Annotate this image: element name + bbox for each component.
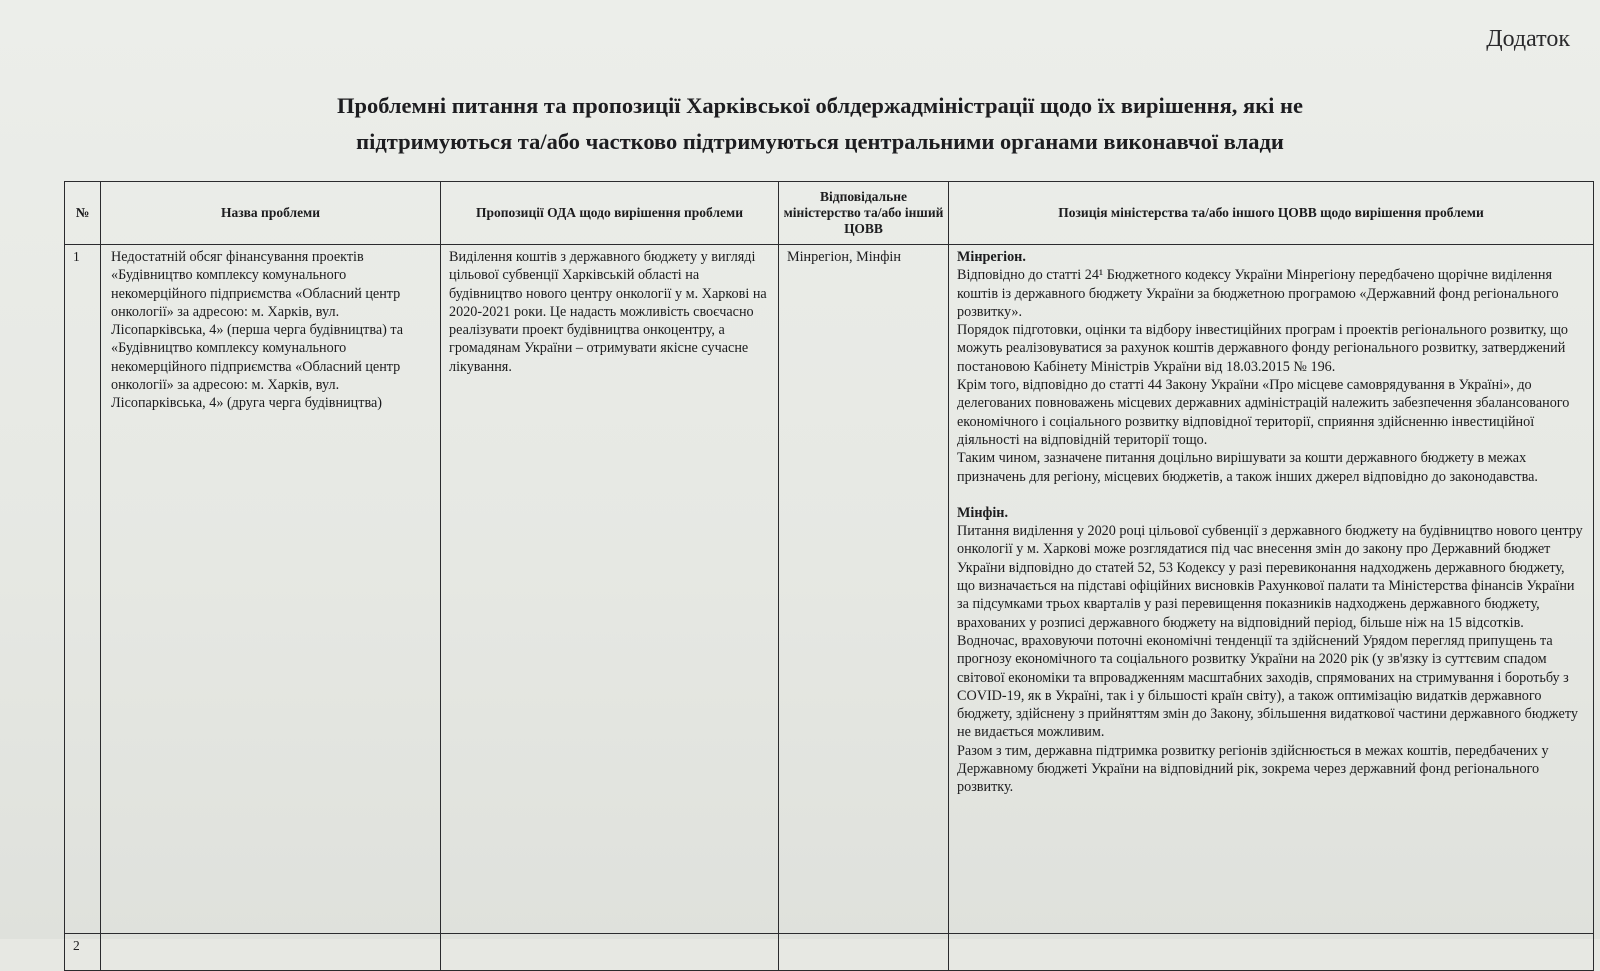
table-row — [65, 934, 1594, 971]
position-cell — [949, 245, 1594, 934]
minfin-paragraph-2: Водночас, враховуючи поточні економічні тенденції та здійснений Урядом перегляд припущень та прогнозу економічного та соціального розвитку України на 2020 рік (у зв'язку із суттєвим спадом світової економіки та впровадженням масштабних заходів, спрямованих на стримування і боротьбу з COVID-19, як в Україні, так і у більшості країн світу), а також оптимізацію видатків державного бюджету, здійснену з прийняттям змін до Закону, збільшення видаткової частини державного бюджету не видається можливим. — [957, 632, 1578, 741]
header-ministry-position: Позиція міністерства та/або іншого ЦОВВ щодо вирішення проблеми — [949, 182, 1594, 245]
minregion-paragraph-4: Таким чином, зазначене питання доцільно вирішувати за кошти державного бюджету в межах призначень для регіону, місцевих бюджетів, а також інших джерел відповідно до законодавства. — [957, 450, 1538, 485]
minfin-heading: Мінфін. — [957, 504, 1008, 521]
paragraph-gap — [957, 486, 1585, 504]
header-proposals: Пропозиції ОДА щодо вирішення проблеми — [441, 182, 779, 245]
minfin-paragraph-1: Питання виділення у 2020 році цільової субвенції з державного бюджету на будівництво нового центру онкології у м. Харкові може розглядатися під час внесення змін до закону про Державний бюджет України відповідно до статей 52, 53 Кодексу у разі перевиконання надходжень державного бюджету, що визначається на підставі офіційних висновків Рахункової палати та Міністерства фінансів України за підсумками трьох кварталів у разі перевищення показників надходжень державного бюджету, врахованих у розписі державного бюджету на відповідний період, більше ніж на 15 відсотків. — [957, 523, 1583, 631]
appendix-label: Додаток — [1486, 26, 1570, 52]
minregion-paragraph-1: Відповідно до статті 24¹ Бюджетного кодексу України Мінрегіону передбачено щорічне виділення коштів із державного бюджету України за бюджетною програмою «Державний фонд регіонального розвитку». — [957, 267, 1559, 320]
minregion-paragraph-2: Порядок підготовки, оцінки та відбору інвестиційних програм і проектів регіонального розвитку, що можуть реалізовуватися за рахунок коштів державного фонду регіонального розвитку, затверджений постановою Кабінету Міністрів України від 18.03.2015 № 196. — [957, 322, 1568, 375]
minfin-paragraph-3: Разом з тим, державна підтримка розвитку регіонів здійснюється в межах коштів, передбачених у Державному бюджеті України на відповідний рік, зокрема через державний фонд регіонального розвитку. — [957, 742, 1549, 796]
table-row — [65, 245, 1594, 934]
problem-name-cell — [101, 934, 441, 971]
position-cell — [949, 934, 1594, 971]
row-number: 2 — [65, 934, 101, 971]
header-responsible-ministry: Відповідальне міністерство та/або інший ЦОВВ — [779, 182, 949, 245]
proposal-cell: Виділення коштів з державного бюджету у вигляді цільової субвенції Харківській області на будівництво нового центру онкології у м. Харкові на 2020-2021 роки. Це надасть можливість своєчасно реалізувати проект будівництва онкоцентру, а громадянам України – отримувати якісне сучасне лікування. — [441, 245, 779, 934]
row-number: 1 — [65, 245, 101, 934]
problem-name-cell: Недостатній обсяг фінансування проектів «Будівництво комплексу комунального некомерційного підприємства «Обласний центр онкології» за адресою: м. Харків, вул. Лісопарківська, 4» (перша черга будівництва) та «Будівництво комплексу комунального некомерційного підприємства «Обласний центр онкології» за адресою: м. Харків, вул. Лісопарківська, 4» (друга черга будівництва) — [101, 245, 441, 934]
ministry-cell: Мінрегіон, Мінфін — [779, 245, 949, 934]
minregion-heading: Мінрегіон. — [957, 249, 1026, 265]
title-line-1: Проблемні питання та пропозиції Харківської облдержадміністрації щодо їх вирішення, які не — [336, 93, 1304, 118]
ministry-cell — [779, 934, 949, 971]
title-line-2: підтримуються та/або частково підтримуються центральними органами виконавчої влади — [356, 129, 1284, 154]
table-header-row — [65, 182, 1594, 245]
proposal-cell — [441, 934, 779, 971]
issues-table — [64, 181, 1594, 971]
minregion-paragraph-3: Крім того, відповідно до статті 44 Закону України «Про місцеве самоврядування в Україні», до делегованих повноважень місцевих державних адміністрацій належить забезпечення збалансованого економічного і соціального розвитку відповідної території, сприяння здійсненню інвестиційної діяльності на відповідній території тощо. — [957, 377, 1570, 448]
document-title — [150, 88, 1490, 160]
header-number: № — [65, 182, 101, 245]
header-problem-name: Назва проблеми — [101, 182, 441, 245]
